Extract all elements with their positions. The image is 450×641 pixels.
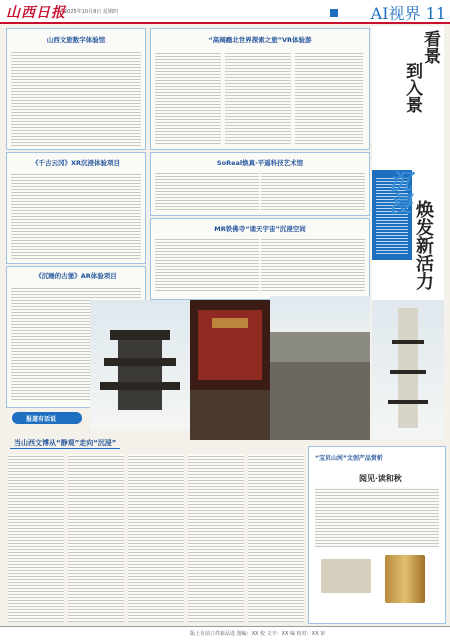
headline-line-3: 沉浸 — [386, 170, 412, 214]
product-photo — [321, 559, 371, 593]
commentary-author: 阅见·读和秋 — [359, 473, 402, 483]
commentary-box — [308, 446, 446, 624]
news-column-4 — [188, 454, 244, 622]
article-box-1 — [6, 28, 146, 150]
photo-red-hall — [190, 300, 270, 390]
headline-line-1: 看景 — [420, 30, 440, 64]
news-column-5 — [248, 454, 304, 622]
article-1-body — [11, 50, 141, 146]
photo-courtyard — [270, 362, 370, 440]
article-6-title: MR铁佛寺“诵天宇宙”沉浸空间 — [214, 225, 306, 233]
photo-white-pagoda — [372, 300, 444, 440]
news-column-1 — [8, 454, 64, 622]
commentary-title: “宝贝山河”文创产品赏析 — [315, 455, 383, 462]
article-box-4 — [150, 152, 370, 216]
news-title: 当山西文博从“静观”走向“沉浸” — [14, 439, 117, 447]
photo-drone-town — [270, 296, 370, 362]
gold-cup-photo — [385, 555, 425, 603]
section-marker-icon — [330, 9, 338, 17]
article-3-title: 《千古云冈》XR沉浸体验项目 — [31, 159, 121, 167]
news-column-2 — [68, 454, 124, 622]
article-box-6 — [150, 218, 370, 300]
article-box-2 — [150, 28, 370, 150]
photo-interior — [190, 390, 270, 440]
issue-date: 2025年10月8日 星期四 — [64, 9, 118, 15]
article-5-title: 《沉睡的古堡》AR体验项目 — [35, 272, 117, 280]
headline-line-2: 到入景 — [402, 62, 422, 113]
headline-line-4: 焕发新活力 — [413, 200, 434, 290]
news-label: 报道有话说 — [26, 416, 57, 423]
article-2-title: “高阔瘾北世界探索之旅”VR体验游 — [208, 36, 312, 44]
photo-pagoda-left — [90, 300, 190, 430]
article-box-3 — [6, 152, 146, 264]
section-title: AI视界 11 — [370, 4, 446, 23]
masthead-logo: 山西日报 — [6, 5, 66, 21]
article-3-body — [11, 172, 141, 260]
article-1-title: 山西文旅数字体验馆 — [46, 36, 106, 44]
article-4-title: SoReal焕真·平遥科技艺术馆 — [216, 159, 304, 167]
news-column-3 — [128, 454, 184, 622]
footer-credits: 版上有前立件新品选 图编：XX 校 文字：XX 编 校对：XX 审 — [190, 631, 326, 637]
